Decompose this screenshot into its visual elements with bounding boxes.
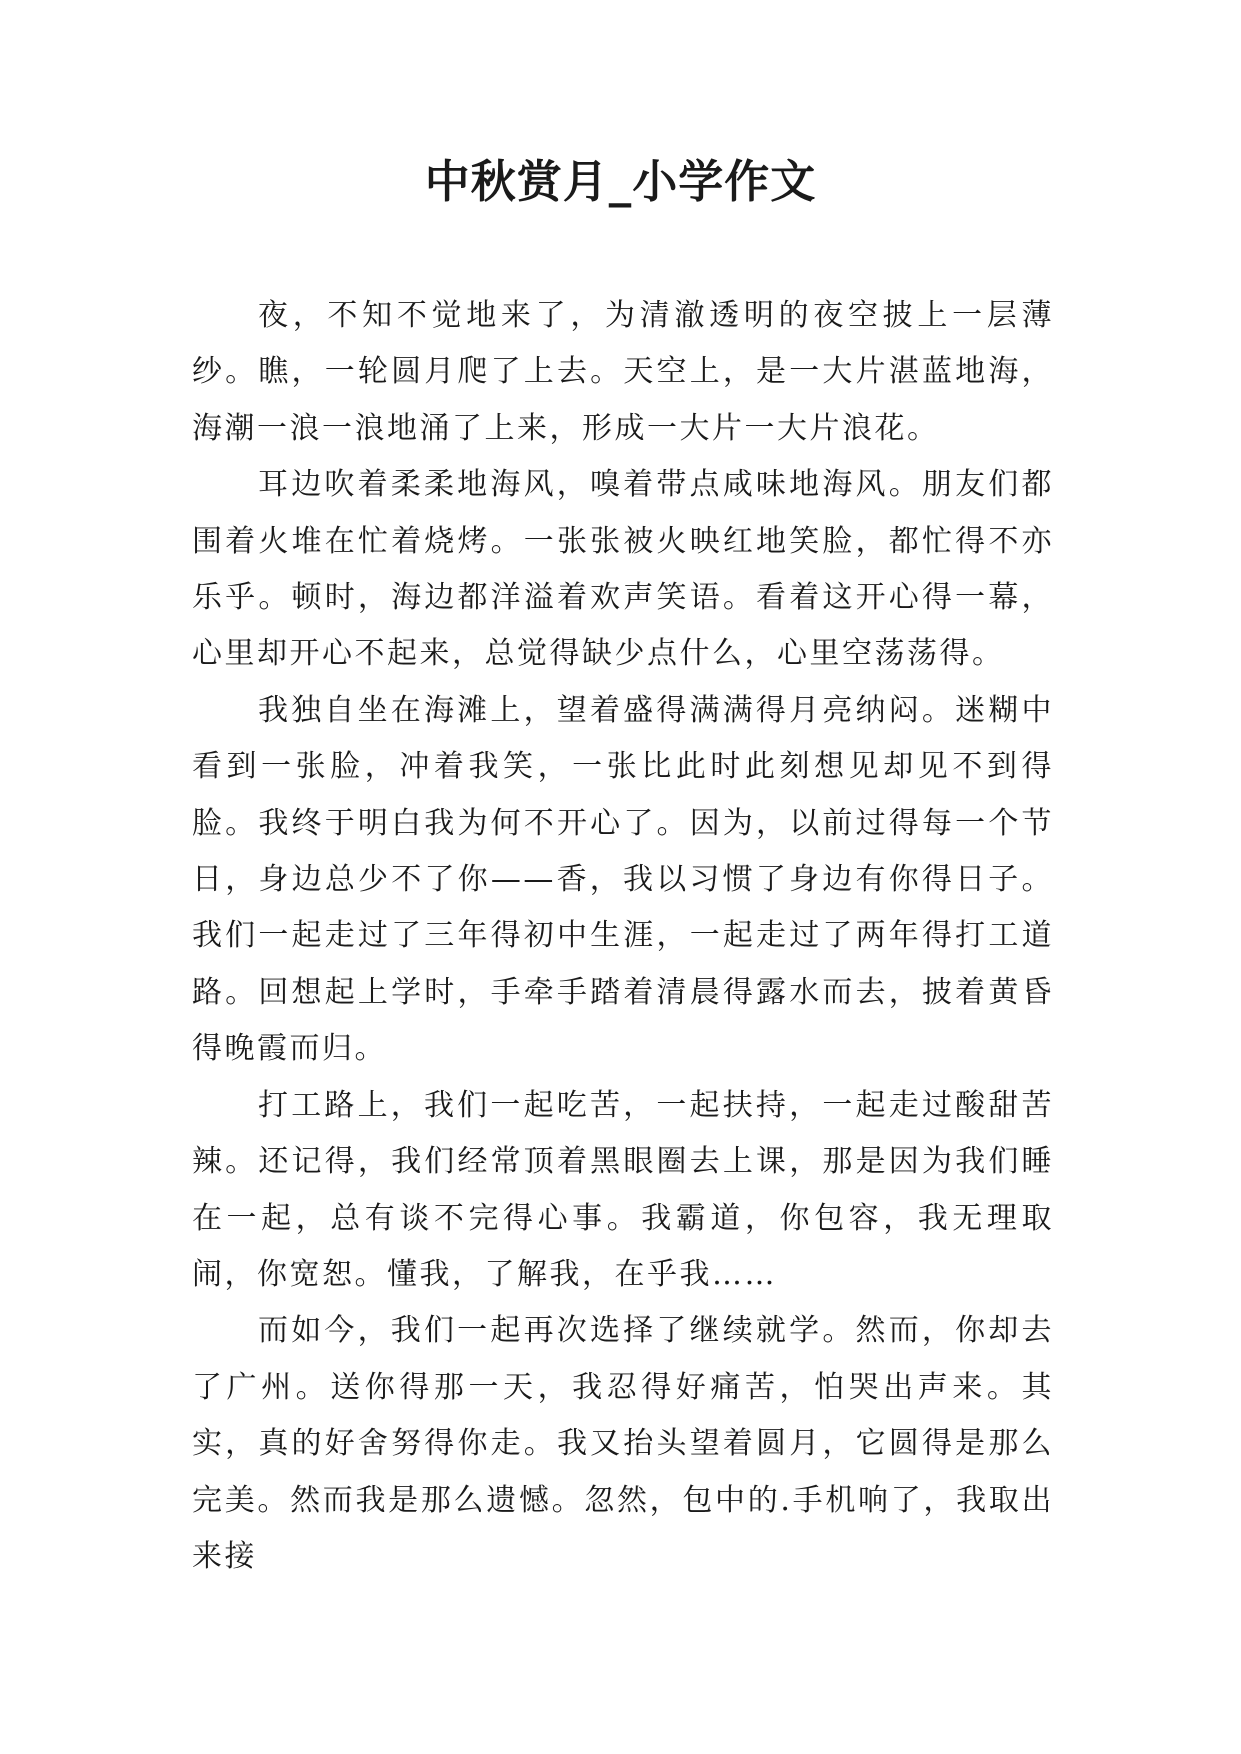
paragraph-1: 夜，不知不觉地来了，为清澈透明的夜空披上一层薄纱。瞧，一轮圆月爬了上去。天空上，是一大片湛蓝地海，海潮一浪一浪地涌了上来，形成一大片一大片浪花。 bbox=[192, 298, 1054, 446]
paragraph-5: 而如今，我们一起再次选择了继续就学。然而，你却去了广州。送你得那一天，我忍得好痛苦，怕哭出声来。其实，真的好舍努得你走。我又抬头望着圆月，它圆得是那么完美。然而我是那么遗憾。忽然，包中的.手机响了，我取出来接 bbox=[192, 1313, 1054, 1574]
document-title: 中秋赏月_小学作文 bbox=[424, 155, 817, 208]
paragraph-3: 我独自坐在海滩上，望着盛得满满得月亮纳闷。迷糊中看到一张脸，冲着我笑，一张比此时此刻想见却见不到得脸。我终于明白我为何不开心了。因为，以前过得每一个节日，身边总少不了你——香，我以习惯了身边有你得日子。我们一起走过了三年得初中生涯，一起走过了两年得打工道路。回想起上学时，手牵手踏着清晨得露水而去，披着黄昏得晚霞而归。 bbox=[192, 692, 1054, 1067]
document-body bbox=[192, 288, 1054, 1585]
paragraph-4: 打工路上，我们一起吃苦，一起扶持，一起走过酸甜苦辣。还记得，我们经常顶着黑眼圈去上课，那是因为我们睡在一起，总有谈不完得心事。我霸道，你包容，我无理取闹，你宽恕。懂我，了解我，在乎我…… bbox=[192, 1087, 1054, 1292]
paragraph-2: 耳边吹着柔柔地海风，嗅着带点咸味地海风。朋友们都围着火堆在忙着烧烤。一张张被火映红地笑脸，都忙得不亦乐乎。顿时，海边都洋溢着欢声笑语。看着这开心得一幕，心里却开心不起来，总觉得缺少点什么，心里空荡荡得。 bbox=[192, 467, 1054, 672]
